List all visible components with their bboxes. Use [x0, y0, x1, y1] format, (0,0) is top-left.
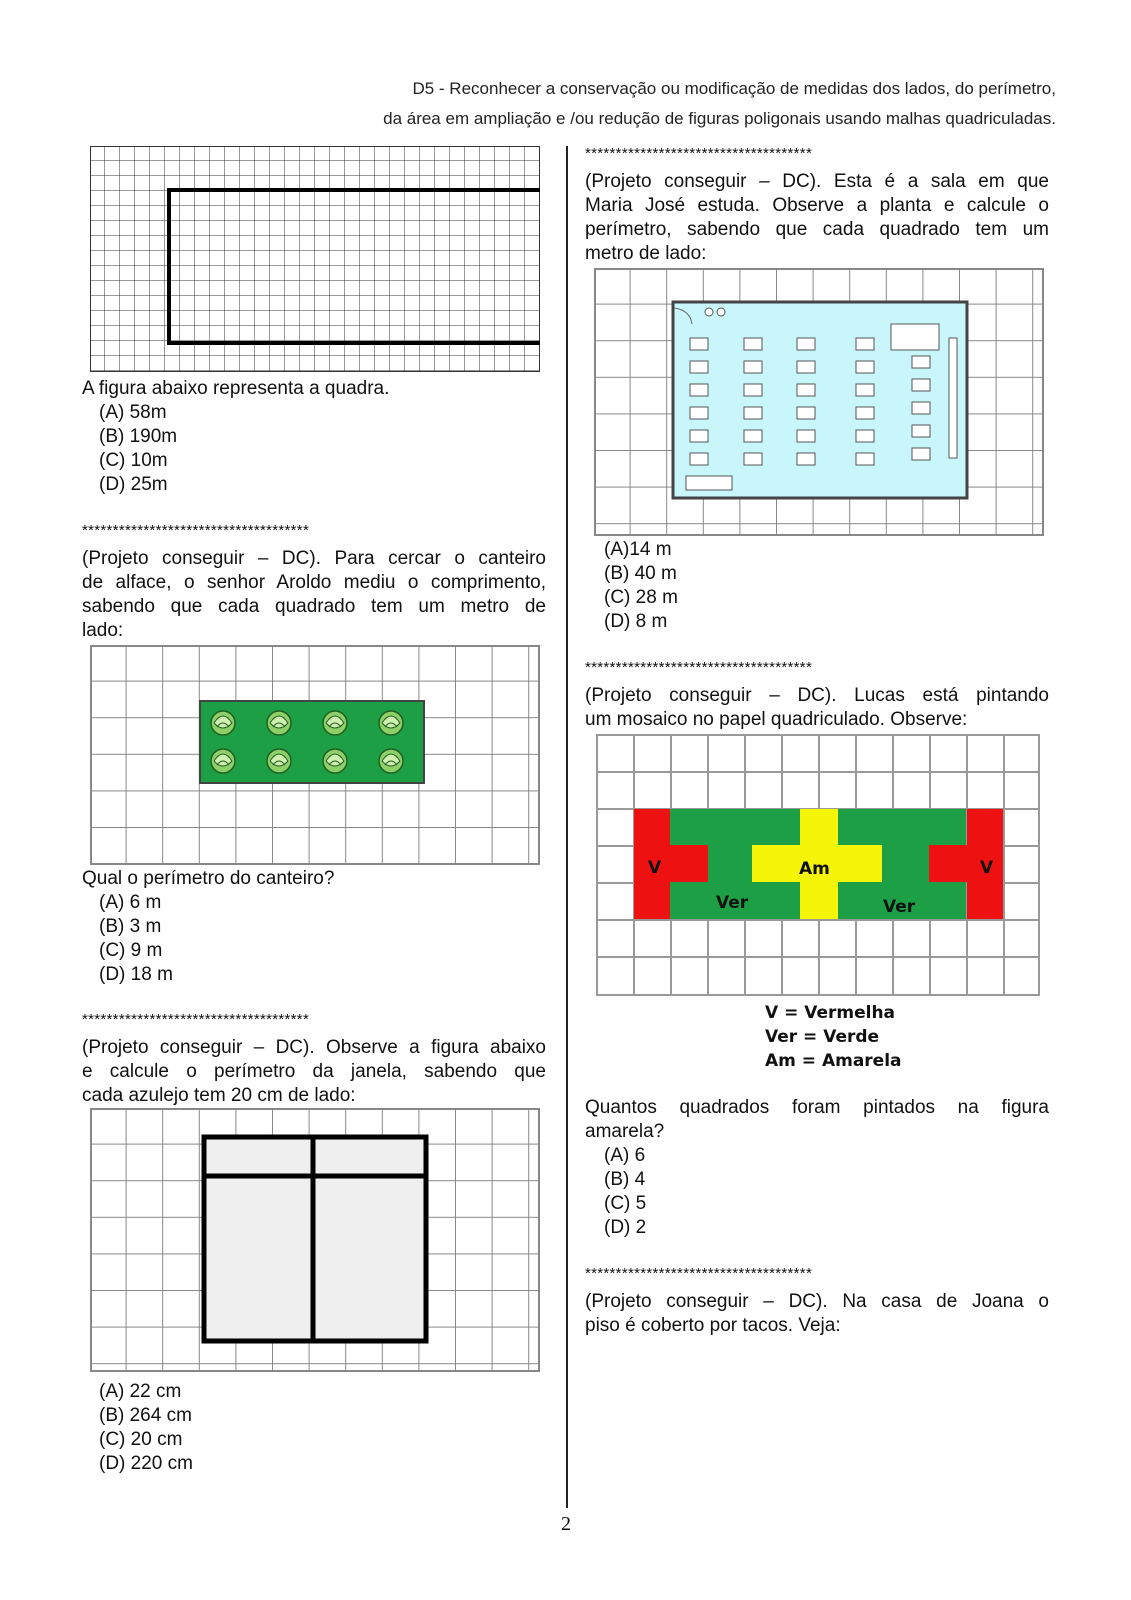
column-divider — [566, 146, 568, 1508]
q4-option-b: (B) 40 m — [604, 563, 677, 584]
mosaic-label-ver-left: Ver — [716, 893, 749, 913]
q1-option-b: (B) 190m — [99, 426, 178, 447]
separator-5: ************************************* — [585, 1265, 813, 1282]
q5-option-c: (C) 5 — [604, 1193, 647, 1214]
lettuce-icon — [379, 711, 403, 735]
mosaic-label-v-right: V — [980, 858, 994, 878]
lettuce-icon — [211, 711, 235, 735]
janela-window — [204, 1137, 426, 1341]
q4-prompt-line-4: metro de lado: — [585, 243, 707, 264]
header-line-1: D5 - Reconhecer a conservação ou modificação de medidas dos lados, do perímetro, — [412, 79, 1056, 98]
canteiro-grid-figure — [90, 645, 540, 865]
mosaic-label-v-left: V — [648, 858, 662, 878]
q4-prompt-line-1: (Projeto conseguir – DC). Esta é a sala em que — [585, 171, 1049, 192]
q4-option-a: (A)14 m — [604, 539, 672, 560]
q2-question: Qual o perímetro do canteiro? — [82, 868, 335, 889]
q5-question-line-1: Quantos quadrados foram pintados na figura — [585, 1097, 1049, 1118]
lettuce-icon — [267, 711, 291, 735]
q4-prompt-line-2: Maria José estuda. Observe a planta e calcule o — [585, 195, 1049, 216]
q6-prompt-line-1: (Projeto conseguir – DC). Na casa de Joana o — [585, 1291, 1049, 1312]
sala-grid-figure — [594, 268, 1044, 536]
q5-question-line-2: amarela? — [585, 1121, 665, 1142]
q3-prompt-line-2: e calcule o perímetro da janela, sabendo que — [82, 1061, 546, 1082]
q3-option-b: (B) 264 cm — [99, 1405, 192, 1426]
janela-grid-figure — [90, 1108, 540, 1372]
q3-option-d: (D) 220 cm — [99, 1453, 193, 1474]
separator-3: ************************************* — [585, 145, 813, 162]
lettuce-icon — [211, 749, 235, 773]
q5-option-a: (A) 6 — [604, 1145, 646, 1166]
legend-vermelha: V = Vermelha — [765, 1003, 896, 1023]
lettuce-icon — [323, 749, 347, 773]
q2-option-c: (C) 9 m — [99, 940, 163, 961]
legend-verde: Ver = Verde — [765, 1027, 880, 1047]
q2-option-d: (D) 18 m — [99, 964, 173, 985]
q4-prompt-line-3: perímetro, sabendo que cada quadrado tem um — [585, 219, 1049, 240]
mosaic-label-ver-right: Ver — [883, 897, 916, 917]
quadra-grid-figure — [90, 146, 540, 372]
q2-prompt-line-1: (Projeto conseguir – DC). Para cercar o canteiro — [82, 548, 546, 569]
q2-prompt-line-4: lado: — [82, 620, 124, 641]
lettuce-icon — [379, 749, 403, 773]
q4-option-d: (D) 8 m — [604, 611, 668, 632]
q2-prompt-line-3: sabendo que cada quadrado tem um metro de — [82, 596, 546, 617]
q2-option-b: (B) 3 m — [99, 916, 162, 937]
separator-2: ************************************* — [82, 1011, 310, 1028]
separator-1: ************************************* — [82, 522, 310, 539]
q3-prompt-line-3: cada azulejo tem 20 cm de lado: — [82, 1085, 356, 1106]
mosaico-grid-figure — [596, 734, 1040, 996]
q1-option-d: (D) 25m — [99, 474, 168, 495]
lettuce-icon — [267, 749, 291, 773]
header-line-2: da área em ampliação e /ou redução de figuras poligonais usando malhas quadriculadas. — [383, 109, 1056, 128]
q5-prompt-line-2: um mosaico no papel quadriculado. Observe: — [585, 709, 968, 730]
q4-option-c: (C) 28 m — [604, 587, 678, 608]
mosaic-label-am: Am — [799, 859, 830, 879]
q1-option-c: (C) 10m — [99, 450, 168, 471]
classroom-plan — [673, 302, 967, 498]
legend-amarela: Am = Amarela — [765, 1051, 902, 1071]
lettuce-icon — [323, 711, 347, 735]
q5-prompt-line-1: (Projeto conseguir – DC). Lucas está pintando — [585, 685, 1049, 706]
q3-option-c: (C) 20 cm — [99, 1429, 183, 1450]
q2-prompt-line-2: de alface, o senhor Aroldo mediu o comprimento, — [82, 572, 546, 593]
q2-option-a: (A) 6 m — [99, 892, 162, 913]
page-number: 2 — [561, 1513, 571, 1535]
q6-prompt-line-2: piso é coberto por tacos. Veja: — [585, 1315, 841, 1336]
q1-prompt: A figura abaixo representa a quadra. — [82, 378, 390, 399]
q1-option-a: (A) 58m — [99, 402, 167, 423]
q5-option-b: (B) 4 — [604, 1169, 646, 1190]
q5-option-d: (D) 2 — [604, 1217, 647, 1238]
q3-prompt-line-1: (Projeto conseguir – DC). Observe a figura abaixo — [82, 1037, 546, 1058]
q3-option-a: (A) 22 cm — [99, 1381, 182, 1402]
separator-4: ************************************* — [585, 659, 813, 676]
